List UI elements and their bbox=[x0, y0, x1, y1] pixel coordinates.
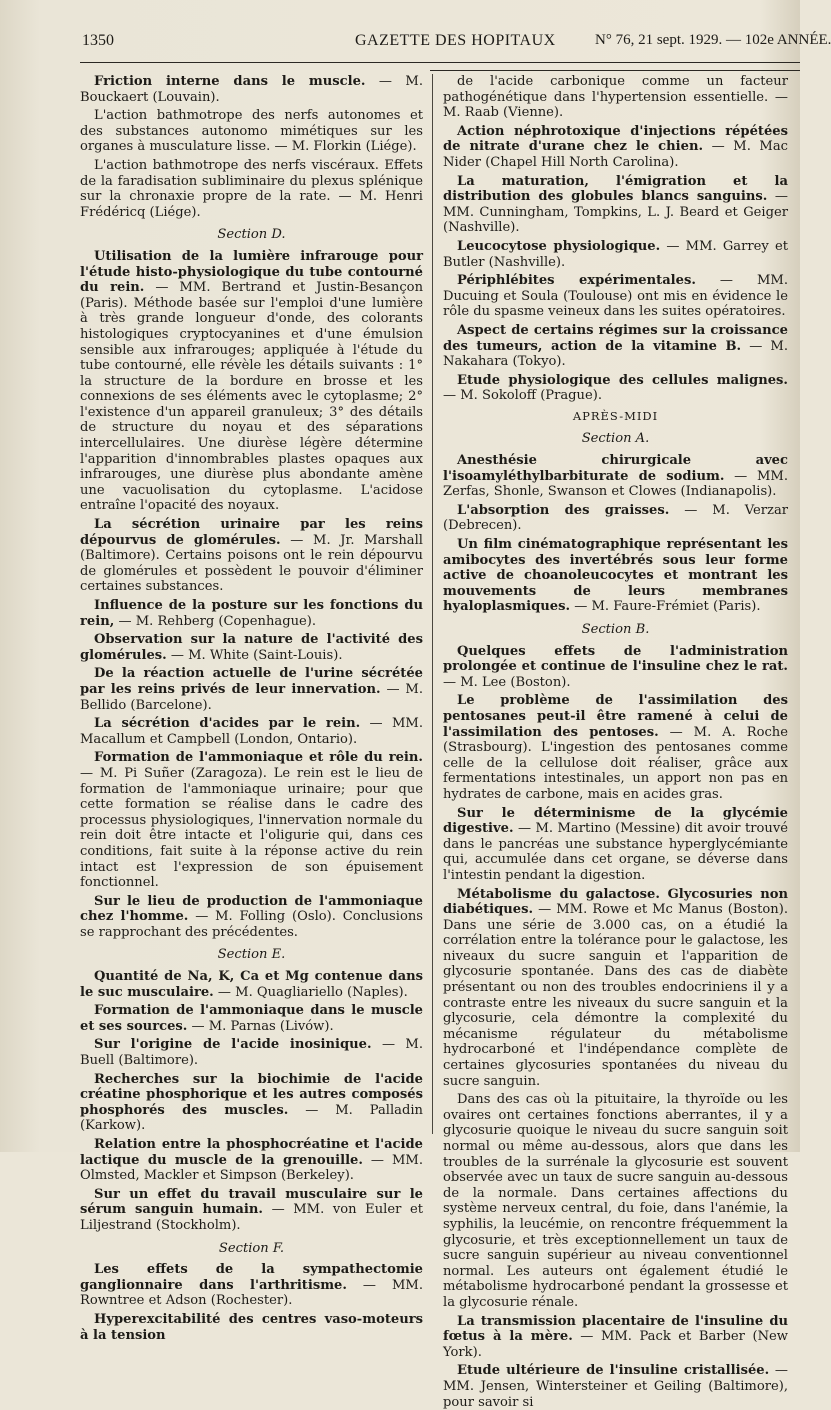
issue-info: N° 76, 21 sept. 1929. — 102e ANNÉE. bbox=[595, 32, 831, 48]
entry-text: — M. Folling (Oslo). Conclusions se rapprochant des précédentes. bbox=[80, 909, 423, 940]
section-heading: Section B. bbox=[581, 622, 650, 637]
communication-entry bbox=[443, 537, 788, 615]
entry-text: — MM. Cunningham, Tompkins, L. J. Beard et Geiger (Nashville). bbox=[443, 189, 788, 236]
entry-title: Observation sur la nature de l'activité des glomérules. bbox=[80, 632, 423, 663]
entry-text: de l'acide carbonique comme un facteur pathogénétique dans l'hypertension essentielle. — M. Raab (Vienne). bbox=[443, 74, 788, 121]
entry-text: — MM. Ducuing et Soula (Toulouse) ont mis en évidence le rôle du spasme veineux dans les suites opératoires. bbox=[443, 273, 788, 320]
communication-entry bbox=[443, 239, 788, 270]
entry-text: — M. Mac Nider (Chapel Hill North Carolina). bbox=[443, 139, 788, 170]
entry-title: Recherches sur la biochimie de l'acide créatine phosphorique et les autres composés phosphorés des muscles. bbox=[80, 1071, 423, 1118]
communication-entry bbox=[80, 1187, 423, 1234]
communication-entry bbox=[443, 693, 788, 802]
section-heading: Section D. bbox=[217, 227, 286, 243]
communication-entry bbox=[443, 453, 788, 500]
entry-title: Hyperexcitabilité des centres vaso-moteurs à la tension bbox=[80, 1311, 423, 1343]
entry-title: Action néphrotoxique d'injections répétées de nitrate d'urane chez le chien. bbox=[443, 123, 788, 155]
header-rule-secondary bbox=[430, 70, 800, 71]
communication-entry bbox=[80, 1003, 423, 1034]
communication-entry bbox=[80, 158, 423, 220]
entry-text: — M. Quagliariello (Naples). bbox=[213, 984, 408, 1000]
communication-entry bbox=[443, 1092, 788, 1310]
entry-title: La transmission placentaire de l'insuline du fœtus à la mère. bbox=[443, 1313, 788, 1345]
entry-title: Utilisation de la lumière infrarouge pour l'étude histo-physiologique du tube contourné du rein. bbox=[80, 248, 423, 296]
page-header bbox=[60, 28, 831, 64]
communication-entry bbox=[443, 124, 788, 171]
entry-text: — MM. von Euler et Liljestrand (Stockholm). bbox=[80, 1202, 423, 1233]
entry-text: — MM. Bertrand et Justin-Besançon (Paris). Méthode basée sur l'emploi d'une lumière à très grande longueur d'onde, des colorants histologiques cryptocyanines et d'une émulsion sensible aux infrarouges; appliquée à l'étude du tube contourné, elle révèle les détails suivants : 1° la structure de la bordure en brosse et les connexions de ses éléments avec le cytoplasme; 2° l'existence d'un appareil granuleux; 3° des détails de structure du noyau et des séparations intercellulaires. Une diurèse légère détermine l'apparition d'innombrables plastes opaques aux infrarouges, une diurèse plus abondante amène une vacuolisation du cytoplasme. L'acidose entraîne l'opacité des noyaux. bbox=[80, 280, 423, 514]
communication-entry bbox=[80, 108, 423, 155]
entry-text: — MM. Macallum et Campbell (London, Ontario). bbox=[80, 716, 423, 747]
entry-text: — MM. Garrey et Butler (Nashville). bbox=[443, 238, 788, 270]
entry-title: Le problème de l'assimilation des pentosanes peut-il être ramené à celui de l'assimilation des pentoses. bbox=[443, 693, 788, 740]
entry-text: — MM. Rowe et Mc Manus (Boston). Dans une série de 3.000 cas, on a étudié la corrélation entre la tolérance pour le galactose, les niveaux du sucre sanguin et l'apparition de glycosurie spontanée. Dans des cas de diabète présentant ou non des troubles endocriniens il y a contraste entre les niveaux du sucre sanguin et la glycosurie, cela démontre la complexité du mécanisme régulateur du métabolisme hydrocarboné et l'indépendance complète de certaines glycosuries spontanées du niveau du sucre sanguin. bbox=[443, 902, 788, 1089]
communication-entry bbox=[80, 74, 423, 105]
communication-entry bbox=[443, 644, 788, 691]
communication-entry bbox=[443, 373, 788, 404]
entry-text: — M. Jr. Marshall (Baltimore). Certains poisons ont le rein dépourvu de glomérules et possèdent le pouvoir d'éliminer certaines substances. bbox=[80, 532, 423, 595]
communication-entry bbox=[80, 632, 423, 663]
entry-title: Relation entre la phosphocréatine et l'acide lactique du muscle de la grenouille. bbox=[80, 1137, 423, 1168]
column-divider bbox=[432, 74, 433, 1134]
right-column bbox=[443, 74, 789, 1410]
header-rule bbox=[80, 62, 800, 63]
entry-title: Un film cinématographique représentant les amibocytes des invertébrés sous leur forme active de choanoleucocytes et montrant les mouvements de leurs membranes hyaloplasmiques. bbox=[443, 537, 788, 615]
entry-text: — M. Nakahara (Tokyo). bbox=[443, 338, 788, 370]
communication-entry bbox=[80, 716, 423, 747]
entry-title: Sur l'origine de l'acide inosinique. bbox=[94, 1037, 372, 1053]
entry-title: Quelques effets de l'administration prolongée et continue de l'insuline chez le rat. bbox=[443, 643, 788, 675]
entry-title: De la réaction actuelle de l'urine sécrétée par les reins privés de leur innervation. bbox=[80, 666, 423, 697]
communication-entry bbox=[443, 273, 788, 320]
communication-entry bbox=[443, 806, 788, 884]
communication-entry bbox=[80, 1137, 423, 1184]
communication-entry bbox=[443, 1363, 788, 1410]
entry-title: La sécrétion d'acides par le rein. bbox=[94, 716, 361, 732]
page-number: 1350 bbox=[82, 32, 114, 49]
communication-entry bbox=[80, 1262, 423, 1309]
communication-entry bbox=[443, 1314, 788, 1361]
entry-text: — M. Bouckaert (Louvain). bbox=[80, 74, 423, 105]
entry-text: — M. Buell (Baltimore). bbox=[80, 1037, 423, 1069]
entry-text: — M. Parnas (Livów). bbox=[187, 1018, 334, 1034]
entry-text: — M. Bellido (Barcelone). bbox=[80, 681, 423, 713]
entry-title: Quantité de Na, K, Ca et Mg contenue dans le suc musculaire. bbox=[80, 969, 423, 1000]
communication-entry bbox=[80, 249, 423, 514]
entry-text: — MM. Zerfas, Shonle, Swanson et Clowes (Indianapolis). bbox=[443, 468, 788, 500]
entry-text: — M. Palladin (Karkow). bbox=[80, 1102, 423, 1134]
journal-title: GAZETTE DES HOPITAUX bbox=[355, 32, 556, 49]
communication-entry bbox=[80, 517, 423, 595]
entry-text: — M. Pi Suñer (Zaragoza). Le rein est le lieu de formation de l'ammoniaque urinaire; pour que cette formation se réalise dans le cadre des processus physiologiques, l'innervation normale du rein doit être intacte et l'oligurie qui, dans ces conditions, fait suite à la réponse active du rein intact est l'expression de son épuisement fonctionnel. bbox=[80, 765, 423, 891]
section-heading: Section A. bbox=[581, 431, 650, 447]
entry-text: — MM. Olmsted, Mackler et Simpson (Berkeley). bbox=[80, 1152, 423, 1184]
entry-title: Périphlébites expérimentales. bbox=[457, 273, 696, 289]
entry-text: — M. Sokoloff (Prague). bbox=[443, 388, 603, 404]
entry-title: L'absorption des graisses. bbox=[457, 502, 670, 518]
entry-title: La sécrétion urinaire par les reins dépourvus de glomérules. bbox=[80, 517, 423, 548]
entry-title: La maturation, l'émigration et la distribution des globules blancs sanguins. bbox=[443, 173, 788, 205]
communication-entry bbox=[80, 894, 423, 941]
entry-text: Dans des cas où la pituitaire, la thyroïde ou les ovaires ont certaines fonctions aberrantes, il y a glycosurie quoique le niveau du sucre sanguin soit normal ou même au-dessous, alors que dans les troubles de la surrénale la glycosurie est souvent observée avec un taux de sucre sanguin au-dessous de la normale. Dans certaines affections du système nerveux central, du foie, dans l'anémie, la syphilis, la leucémie, on rencontre fréquemment la glycosurie, et très exceptionnellement un taux de sucre sanguin supérieur au niveau conventionnel normal. Les auteurs ont également étudié le métabolisme hydrocarboné pendant la grossesse et la glycosurie rénale. bbox=[443, 1092, 788, 1310]
communication-entry bbox=[80, 666, 423, 713]
entry-title: Friction interne dans le muscle. bbox=[94, 74, 366, 89]
left-column bbox=[80, 74, 423, 1343]
entry-title: Les effets de la sympathectomie ganglionnaire dans l'arthritisme. bbox=[80, 1262, 423, 1293]
communication-entry bbox=[443, 887, 788, 1090]
entry-text: — MM. Rowntree et Adson (Rochester). bbox=[80, 1277, 423, 1309]
entry-title: Métabolisme du galactose. Glycosuries non diabétiques. bbox=[443, 886, 788, 918]
entry-title: Sur un effet du travail musculaire sur le sérum sanguin humain. bbox=[80, 1186, 423, 1218]
section-heading: Section E. bbox=[217, 947, 286, 963]
communication-entry bbox=[80, 969, 423, 1000]
communication-entry bbox=[443, 74, 788, 121]
communication-entry bbox=[443, 503, 788, 534]
entry-title: Anesthésie chirurgicale avec l'isoamyléthylbarbiturate de sodium. bbox=[443, 453, 788, 484]
entry-text: — M. A. Roche (Strasbourg). L'ingestion des pentosanes comme celle de la cellulose doit réaliser, grâce aux fermentations intestinales, un apport non pas en hydrates de carbone, mais en acides gras. bbox=[443, 724, 788, 802]
entry-title: Sur le lieu de production de l'ammoniaque chez l'homme. bbox=[80, 893, 423, 925]
entry-text: — M. Verzar (Debrecen). bbox=[443, 502, 789, 534]
entry-text: — M. Rehberg (Copenhague). bbox=[114, 613, 317, 629]
entry-text: L'action bathmotrope des nerfs autonomes et des substances autonomo mimétiques sur les organes à musculature lisse. — M. Florkin (Liége). bbox=[80, 108, 423, 155]
communication-entry bbox=[80, 598, 423, 629]
communication-entry bbox=[443, 174, 788, 236]
communication-entry bbox=[80, 1037, 423, 1068]
communication-entry bbox=[80, 1072, 423, 1134]
section-heading: Section F. bbox=[218, 1240, 285, 1256]
session-heading: APRÈS-MIDI bbox=[572, 408, 659, 423]
entry-title: Aspect de certains régimes sur la croissance des tumeurs, action de la vitamine B. bbox=[443, 322, 788, 354]
entry-text: — M. Martino (Messine) dit avoir trouvé dans le pancréas une substance hyperglycémiante qui, accumulée dans cet organe, se déverse dans l'intestin pendant la digestion. bbox=[443, 821, 788, 883]
entry-title: Formation de l'ammoniaque dans le muscle et ses sources. bbox=[80, 1003, 423, 1034]
entry-text: — MM. Jensen, Wintersteiner et Geiling (Baltimore), pour savoir si bbox=[443, 1363, 788, 1410]
entry-title: Leucocytose physiologique. bbox=[457, 238, 661, 254]
entry-title: Formation de l'ammoniaque et rôle du rein. bbox=[94, 750, 423, 766]
entry-title: Influence de la posture sur les fonctions du rein, bbox=[80, 598, 423, 629]
entry-text: — M. Faure-Frémiet (Paris). bbox=[570, 599, 761, 615]
entry-text: — MM. Pack et Barber (New York). bbox=[443, 1329, 788, 1360]
entry-title: Etude physiologique des cellules malignes. bbox=[457, 372, 788, 388]
communication-entry bbox=[443, 323, 788, 370]
entry-title: Sur le déterminisme de la glycémie digestive. bbox=[443, 805, 788, 837]
communication-entry bbox=[80, 750, 423, 890]
entry-text: — M. Lee (Boston). bbox=[443, 674, 571, 690]
entry-title: Etude ultérieure de l'insuline cristallisée. bbox=[457, 1363, 770, 1379]
entry-text: — M. White (Saint-Louis). bbox=[166, 647, 343, 663]
entry-text: L'action bathmotrope des nerfs viscéraux. Effets de la faradisation subliminaire du plexus splénique sur la chronaxie propre de la rate. — M. Henri Frédéricq (Liége). bbox=[80, 157, 423, 220]
communication-entry bbox=[80, 1312, 423, 1343]
